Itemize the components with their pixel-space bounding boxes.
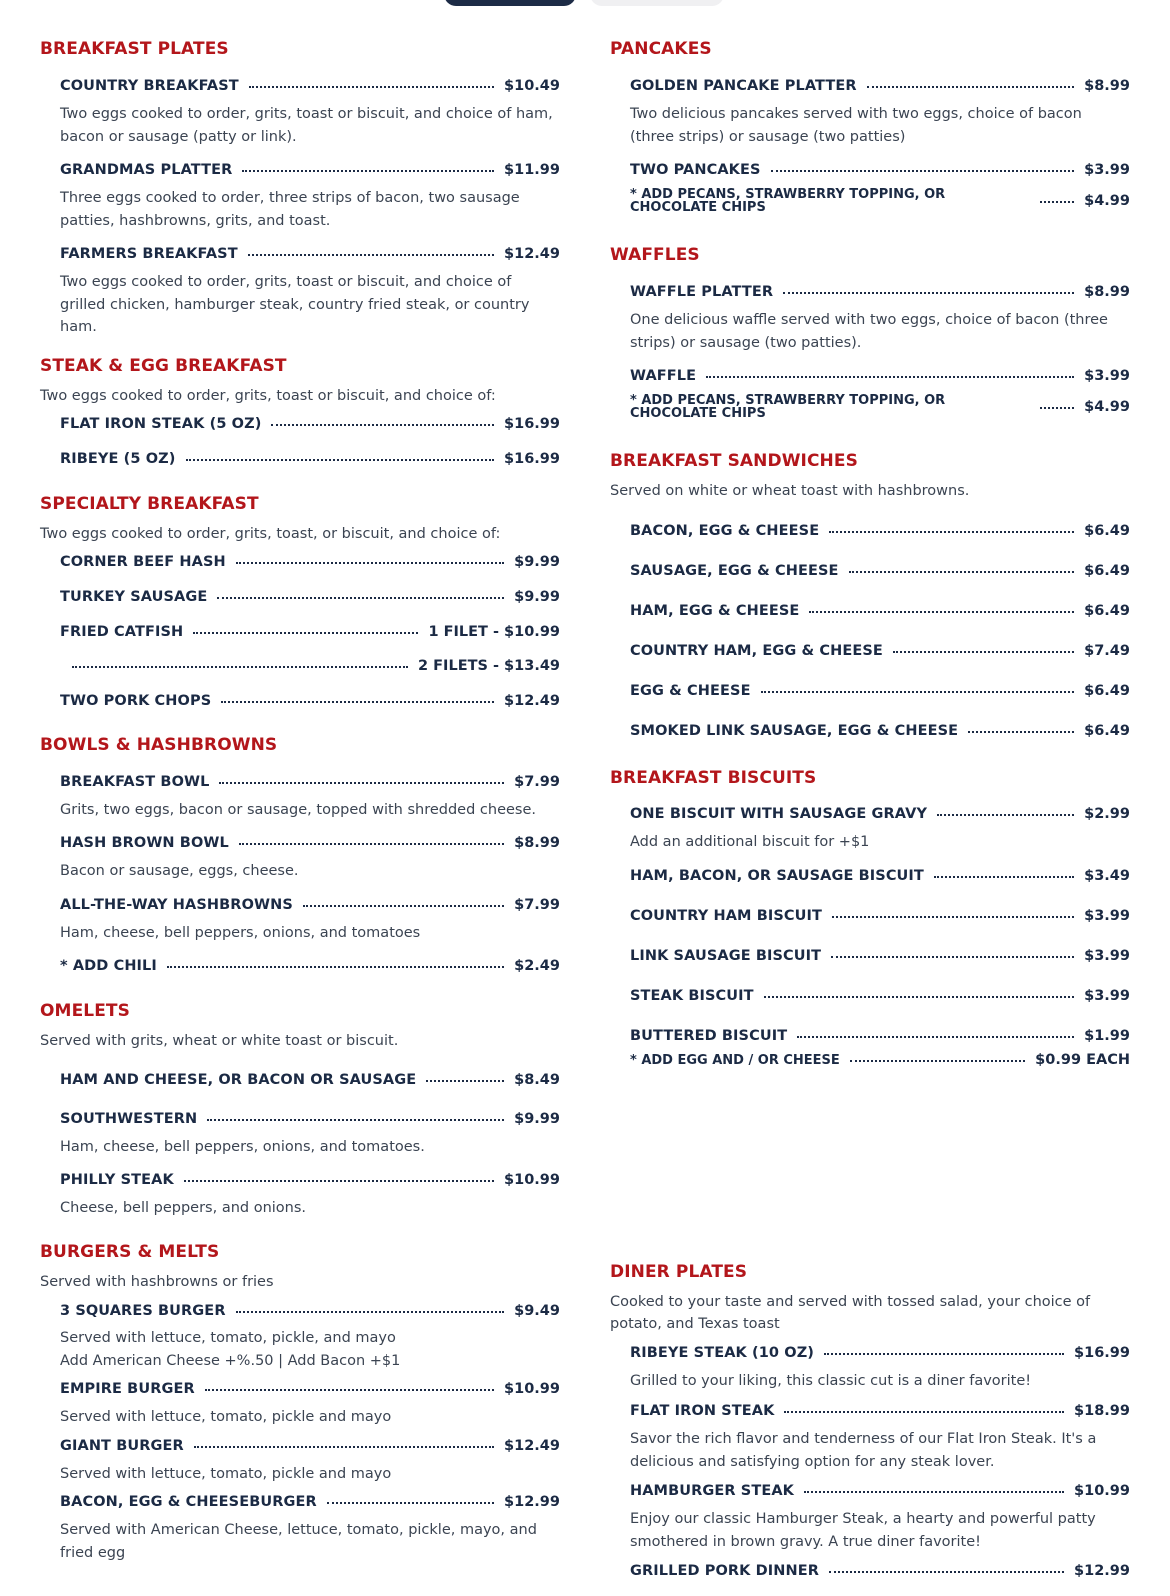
item-price: $7.99	[514, 774, 560, 790]
item-description: Ham, cheese, bell peppers, onions, and tomatoes	[60, 925, 421, 941]
addon-egg-cheese	[630, 1052, 1130, 1068]
item-price: $6.49	[1084, 563, 1130, 579]
menu-item-fried-catfish	[60, 622, 560, 642]
item-name: HAM AND CHEESE, OR BACON OR SAUSAGE	[60, 1072, 417, 1088]
item-price: $10.99	[504, 1172, 560, 1188]
section-title-omelets: OMELETS	[40, 1001, 130, 1021]
section-description: Two eggs cooked to order, grits, toast or biscuit, and choice of:	[40, 388, 496, 404]
item-name: TURKEY SAUSAGE	[60, 589, 208, 605]
item-price: $12.99	[1074, 1563, 1130, 1579]
item-name: FLAT IRON STEAK	[630, 1403, 775, 1419]
menu-item-hash-brown-bowl	[60, 833, 560, 853]
dot-leader	[249, 86, 494, 88]
menu-item-add-chili	[60, 956, 560, 976]
item-name: COUNTRY HAM BISCUIT	[630, 908, 823, 924]
item-price: $18.99	[1074, 1403, 1130, 1419]
item-price: $12.49	[504, 246, 560, 262]
dot-leader	[934, 876, 1074, 878]
section-title-pancakes: PANCAKES	[610, 39, 712, 59]
item-description: One delicious waffle served with two eggs, choice of bacon (three strips) or sausage (two patties).	[630, 312, 1108, 351]
item-price: $12.49	[504, 693, 560, 709]
section-title-biscuits: BREAKFAST BISCUITS	[610, 768, 817, 788]
menu-item-southwestern	[60, 1109, 560, 1129]
dot-leader	[271, 424, 494, 426]
item-name: PHILLY STEAK	[60, 1172, 174, 1188]
dot-leader	[764, 996, 1074, 998]
dot-leader	[937, 814, 1074, 816]
menu-item-country-ham-biscuit	[630, 906, 1130, 926]
item-price: $9.49	[514, 1303, 560, 1319]
addon-price: $0.99 EACH	[1035, 1052, 1130, 1068]
item-description: Served with lettuce, tomato, pickle, and mayo	[60, 1330, 396, 1346]
menu-item-empire-burger	[60, 1379, 560, 1399]
item-price: $7.49	[1084, 643, 1130, 659]
dot-leader	[829, 1571, 1064, 1573]
item-description-addons: Add American Cheese +%.50 | Add Bacon +$1	[60, 1353, 401, 1369]
dot-leader	[968, 731, 1074, 733]
item-price: $2.49	[514, 958, 560, 974]
right-column	[610, 0, 1130, 1596]
item-name: ALL-THE-WAY HASHBROWNS	[60, 897, 293, 913]
dot-leader	[217, 597, 504, 599]
item-name: 3 SQUARES BURGER	[60, 1303, 226, 1319]
dot-leader	[327, 1502, 494, 1504]
menu-item-ribeye-5oz	[60, 449, 560, 469]
menu-item-buttered-biscuit	[630, 1026, 1130, 1046]
menu-item-philly-steak	[60, 1170, 560, 1190]
item-name: FARMERS BREAKFAST	[60, 246, 238, 262]
item-description: Two eggs cooked to order, grits, toast or biscuit, and choice of ham, bacon or sausage (patty or link).	[60, 106, 553, 145]
dot-leader	[186, 459, 495, 461]
item-name: SOUTHWESTERN	[60, 1111, 198, 1127]
item-description: Enjoy our classic Hamburger Steak, a hearty and powerful patty smothered in brown gravy. A true diner favorite!	[630, 1511, 1096, 1550]
menu-item-ribeye-steak-10oz	[630, 1343, 1130, 1363]
item-name: EMPIRE BURGER	[60, 1381, 195, 1397]
section-title-steak-egg: STEAK & EGG BREAKFAST	[40, 356, 287, 376]
menu-item-corner-beef-hash	[60, 552, 560, 572]
item-description: Ham, cheese, bell peppers, onions, and tomatoes.	[60, 1139, 425, 1155]
dot-leader	[829, 531, 1074, 533]
dot-leader	[797, 1036, 1074, 1038]
item-name: BUTTERED BISCUIT	[630, 1028, 788, 1044]
item-price: $2.99	[1084, 806, 1130, 822]
item-price: $8.99	[1084, 284, 1130, 300]
dot-leader	[193, 632, 418, 634]
dot-leader	[784, 1411, 1064, 1413]
section-title-breakfast-plates: BREAKFAST PLATES	[40, 39, 229, 59]
dot-leader	[219, 782, 504, 784]
left-column	[40, 0, 560, 1596]
menu-item-all-the-way-hashbrowns	[60, 895, 560, 915]
menu-item-flat-iron-steak	[630, 1401, 1130, 1421]
menu-item-farmers-breakfast	[60, 244, 560, 264]
dot-leader	[236, 1311, 505, 1313]
item-price: 2 FILETS - $13.49	[418, 658, 560, 674]
item-name: SMOKED LINK SAUSAGE, EGG & CHEESE	[630, 723, 959, 739]
menu-item-turkey-sausage	[60, 587, 560, 607]
item-name: SAUSAGE, EGG & CHEESE	[630, 563, 839, 579]
item-name: WAFFLE	[630, 368, 697, 384]
item-name: GRANDMAS PLATTER	[60, 162, 233, 178]
menu-item-two-pork-chops	[60, 691, 560, 711]
item-name: STEAK BISCUIT	[630, 988, 754, 1004]
dot-leader	[248, 254, 494, 256]
item-name: EGG & CHEESE	[630, 683, 751, 699]
item-name: TWO PANCAKES	[630, 162, 761, 178]
item-description: Served with lettuce, tomato, pickle and mayo	[60, 1466, 392, 1482]
item-price: $6.49	[1084, 523, 1130, 539]
dot-leader	[221, 701, 494, 703]
item-price: $10.99	[504, 1381, 560, 1397]
item-name: ONE BISCUIT WITH SAUSAGE GRAVY	[630, 806, 928, 822]
dot-leader	[72, 666, 408, 668]
menu-item-steak-biscuit	[630, 986, 1130, 1006]
menu-item-country-ham-egg-cheese	[630, 641, 1130, 661]
item-price: $3.99	[1084, 162, 1130, 178]
menu-item-3-squares-burger	[60, 1301, 560, 1321]
menu-item-grandmas-platter	[60, 160, 560, 180]
dot-leader	[426, 1080, 504, 1082]
item-price: $9.99	[514, 554, 560, 570]
menu-item-biscuit-sausage-gravy	[630, 804, 1130, 824]
addon-name: * ADD PECANS, STRAWBERRY TOPPING, OR CHOCOLATE CHIPS	[630, 187, 946, 215]
section-description: Served with hashbrowns or fries	[40, 1274, 274, 1290]
item-name: HAM, BACON, OR SAUSAGE BISCUIT	[630, 868, 924, 884]
menu-item-bacon-egg-cheeseburger	[60, 1492, 560, 1512]
menu-item-waffle	[630, 366, 1130, 386]
menu-item-fried-catfish-two	[60, 656, 560, 676]
item-name: GIANT BURGER	[60, 1438, 184, 1454]
item-price: $8.99	[514, 835, 560, 851]
item-name: BACON, EGG & CHEESEBURGER	[60, 1494, 317, 1510]
item-name: COUNTRY BREAKFAST	[60, 78, 239, 94]
dot-leader	[849, 571, 1075, 573]
dot-leader	[236, 562, 504, 564]
dot-leader	[809, 611, 1074, 613]
item-price: $3.99	[1084, 988, 1130, 1004]
dot-leader	[184, 1180, 494, 1182]
item-price: $16.99	[1074, 1345, 1130, 1361]
addon-name: * ADD PECANS, STRAWBERRY TOPPING, OR CHOCOLATE CHIPS	[630, 393, 946, 421]
menu-item-breakfast-bowl	[60, 772, 560, 792]
item-name: COUNTRY HAM, EGG & CHEESE	[630, 643, 883, 659]
item-price: $11.99	[504, 162, 560, 178]
menu-item-link-sausage-biscuit	[630, 946, 1130, 966]
dot-leader	[893, 651, 1074, 653]
dot-leader	[761, 691, 1075, 693]
menu-item-waffle-platter	[630, 282, 1130, 302]
item-price: $10.49	[504, 78, 560, 94]
item-price: $8.99	[1084, 78, 1130, 94]
dot-leader	[867, 86, 1074, 88]
item-name: WAFFLE PLATTER	[630, 284, 774, 300]
item-name: CORNER BEEF HASH	[60, 554, 226, 570]
menu-item-giant-burger	[60, 1436, 560, 1456]
item-description: Two eggs cooked to order, grits, toast or biscuit, and choice of grilled chicken, hamburger steak, country fried steak, or country ham.	[60, 274, 530, 335]
item-name: RIBEYE (5 OZ)	[60, 451, 176, 467]
menu-item-hamburger-steak	[630, 1481, 1130, 1501]
item-description: Served with lettuce, tomato, pickle and mayo	[60, 1409, 392, 1425]
item-description: Cheese, bell peppers, and onions.	[60, 1200, 307, 1216]
item-price: $12.99	[504, 1494, 560, 1510]
item-name: BACON, EGG & CHEESE	[630, 523, 820, 539]
item-description: Two delicious pancakes served with two eggs, choice of bacon (three strips) or sausage (two patties)	[630, 106, 1082, 145]
section-title-sandwiches: BREAKFAST SANDWICHES	[610, 451, 858, 471]
item-price: $12.49	[504, 1438, 560, 1454]
item-description: Add an additional biscuit for +$1	[630, 834, 870, 850]
dot-leader	[771, 170, 1075, 172]
item-price: $3.99	[1084, 368, 1130, 384]
dot-leader	[831, 956, 1074, 958]
item-name: HAM, EGG & CHEESE	[630, 603, 800, 619]
item-name: FRIED CATFISH	[60, 624, 184, 640]
dot-leader	[167, 966, 504, 968]
item-name: GRILLED PORK DINNER	[630, 1563, 820, 1579]
item-description: Bacon or sausage, eggs, cheese.	[60, 863, 299, 879]
menu-item-flat-iron-steak-5oz	[60, 414, 560, 434]
menu-item-two-pancakes	[630, 160, 1130, 180]
menu-item-ham-egg-cheese	[630, 601, 1130, 621]
item-price: $3.99	[1084, 948, 1130, 964]
item-name: LINK SAUSAGE BISCUIT	[630, 948, 822, 964]
dot-leader	[1040, 201, 1074, 203]
menu-item-sausage-egg-cheese	[630, 561, 1130, 581]
item-name: HASH BROWN BOWL	[60, 835, 229, 851]
menu-item-ham-cheese-omelet	[60, 1070, 560, 1090]
item-name: FLAT IRON STEAK (5 OZ)	[60, 416, 262, 432]
dot-leader	[783, 292, 1074, 294]
addon-name: * ADD EGG AND / OR CHEESE	[630, 1052, 840, 1068]
item-price: $16.99	[504, 451, 560, 467]
addon-price: $4.99	[1084, 193, 1130, 209]
item-name: RIBEYE STEAK (10 OZ)	[630, 1345, 815, 1361]
item-price: $3.49	[1084, 868, 1130, 884]
section-title-waffles: WAFFLES	[610, 245, 700, 265]
section-title-diner-plates: DINER PLATES	[610, 1262, 748, 1282]
dot-leader	[242, 170, 494, 172]
dot-leader	[303, 905, 504, 907]
item-description: Savor the rich flavor and tenderness of our Flat Iron Steak. It's a delicious and satisfying option for any steak lover.	[630, 1431, 1097, 1470]
dot-leader	[706, 376, 1074, 378]
item-name: BREAKFAST BOWL	[60, 774, 210, 790]
item-price: $6.49	[1084, 683, 1130, 699]
menu-item-egg-cheese	[630, 681, 1130, 701]
section-description: Served on white or wheat toast with hashbrowns.	[610, 483, 970, 499]
addon-price: $4.99	[1084, 399, 1130, 415]
section-title-bowls: BOWLS & HASHBROWNS	[40, 735, 278, 755]
item-price: $7.99	[514, 897, 560, 913]
item-description: Grits, two eggs, bacon or sausage, topped with shredded cheese.	[60, 802, 537, 818]
dot-leader	[824, 1353, 1064, 1355]
item-name: TWO PORK CHOPS	[60, 693, 212, 709]
addon-pancake-toppings	[630, 188, 1130, 214]
dot-leader	[850, 1060, 1025, 1062]
item-name: HAMBURGER STEAK	[630, 1483, 794, 1499]
menu-item-smoked-link-sausage	[630, 721, 1130, 741]
item-price: $6.49	[1084, 603, 1130, 619]
section-description: Served with grits, wheat or white toast or biscuit.	[40, 1033, 399, 1049]
item-name: * ADD CHILI	[60, 958, 157, 974]
dot-leader	[194, 1446, 494, 1448]
item-name: GOLDEN PANCAKE PLATTER	[630, 78, 857, 94]
menu-item-grilled-pork-dinner	[630, 1561, 1130, 1581]
item-price: $8.49	[514, 1072, 560, 1088]
dot-leader	[832, 916, 1074, 918]
section-description: Cooked to your taste and served with tossed salad, your choice of potato, and Texas toast	[610, 1294, 1091, 1332]
item-description: Served with American Cheese, lettuce, tomato, pickle, mayo, and fried egg	[60, 1522, 537, 1561]
item-description: Grilled to your liking, this classic cut is a diner favorite!	[630, 1373, 1032, 1389]
item-price: 1 FILET - $10.99	[428, 624, 560, 640]
menu-item-bacon-egg-cheese	[630, 521, 1130, 541]
item-description: Three eggs cooked to order, three strips of bacon, two sausage patties, hashbrowns, grits, and toast.	[60, 190, 520, 229]
dot-leader	[804, 1491, 1064, 1493]
dot-leader	[205, 1389, 494, 1391]
item-price: $3.99	[1084, 908, 1130, 924]
item-price: $10.99	[1074, 1483, 1130, 1499]
dot-leader	[239, 843, 504, 845]
item-price: $16.99	[504, 416, 560, 432]
dot-leader	[1040, 407, 1074, 409]
item-price: $1.99	[1084, 1028, 1130, 1044]
section-title-burgers: BURGERS & MELTS	[40, 1242, 220, 1262]
menu-item-country-breakfast	[60, 76, 560, 96]
section-title-specialty: SPECIALTY BREAKFAST	[40, 494, 259, 514]
section-description: Two eggs cooked to order, grits, toast, or biscuit, and choice of:	[40, 526, 501, 542]
item-price: $9.99	[514, 589, 560, 605]
addon-waffle-toppings	[630, 394, 1130, 420]
menu-item-golden-pancake-platter	[630, 76, 1130, 96]
item-price: $9.99	[514, 1111, 560, 1127]
menu-item-ham-bacon-sausage-biscuit	[630, 866, 1130, 886]
dot-leader	[207, 1119, 504, 1121]
item-price: $6.49	[1084, 723, 1130, 739]
